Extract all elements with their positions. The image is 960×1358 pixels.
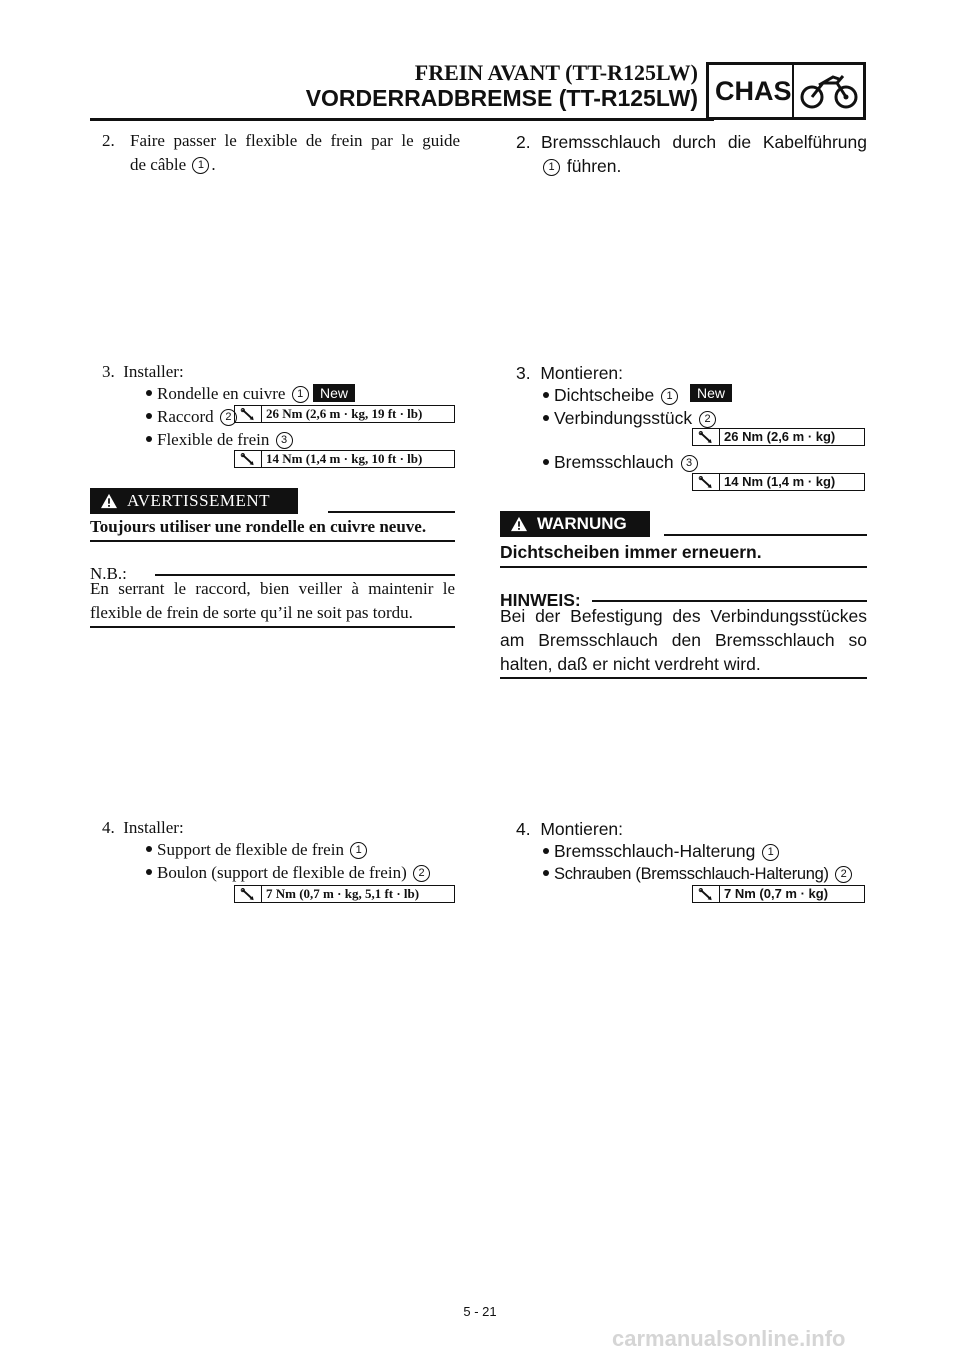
wrench-icon — [693, 474, 720, 490]
fr-step3-heading: 3. Installer: — [102, 362, 184, 381]
de-step2-num: 2. — [516, 132, 531, 152]
bullet — [146, 846, 152, 852]
warning-badge: WARNUNG — [500, 511, 650, 537]
torque-spec: 7 Nm (0,7 m · kg, 5,1 ft · lb) — [234, 885, 455, 903]
fr-item-raccord: Raccord 2 — [146, 405, 239, 429]
callout-2: 2 — [220, 409, 237, 426]
bullet — [543, 870, 549, 876]
de-step2-line2: 1 führen. — [541, 154, 621, 178]
page-number: 5 - 21 — [463, 1304, 497, 1319]
de-note-line3: halten, daß er nicht verdreht wird. — [500, 654, 761, 674]
bullet — [146, 436, 152, 442]
callout-2: 2 — [699, 411, 716, 428]
fr-item-rondelle: Rondelle en cuivre 1 — [146, 382, 311, 406]
callout-3: 3 — [681, 455, 698, 472]
callout-2: 2 — [835, 866, 852, 883]
bullet — [146, 869, 152, 875]
fr-step4-heading: 4. Installer: — [102, 818, 184, 837]
fr-note-label: N.B.: — [90, 564, 127, 583]
de-step3-heading: 3. Montieren: — [516, 363, 624, 383]
rule — [90, 626, 455, 628]
de-warning-text: Dichtscheiben immer erneuern. — [500, 542, 762, 562]
callout-1: 1 — [762, 844, 779, 861]
rule — [592, 600, 867, 602]
de-step2-line1: Bremsschlauch durch die Kabelführung — [541, 132, 867, 152]
torque-spec: 7 Nm (0,7 m · kg) — [692, 885, 865, 903]
warning-icon — [510, 516, 528, 532]
de-item-verbindungsstueck: Verbindungsstück 2 — [543, 406, 718, 430]
section-tab — [706, 62, 866, 120]
callout-3: 3 — [276, 432, 293, 449]
de-item-bremsschlauch: Bremsschlauch 3 — [543, 450, 700, 474]
page-title-de: VORDERRADBREMSE (TT-R125LW) — [305, 85, 698, 111]
rule — [155, 574, 455, 576]
wrench-icon — [693, 886, 720, 902]
torque-spec: 26 Nm (2,6 m · kg) — [692, 428, 865, 446]
rule — [90, 540, 455, 542]
de-note-line1: Bei der Befestigung des Verbindungsstückes — [500, 606, 867, 626]
fr-warning-text: Toujours utiliser une rondelle en cuivre neuve. — [90, 517, 427, 536]
callout-2: 2 — [413, 865, 430, 882]
page-title-fr: FREIN AVANT (TT-R125LW) — [414, 60, 698, 85]
watermark: carmanualsonline.info — [612, 1326, 846, 1351]
bullet — [543, 848, 549, 854]
fr-step2-line2: de câble 1 . — [130, 155, 216, 174]
fr-step2: 2. — [102, 131, 115, 150]
wrench-icon — [235, 886, 262, 902]
callout-1: 1 — [292, 386, 309, 403]
warning-icon — [100, 493, 118, 509]
fr-item-boulon: Boulon (support de flexible de frein) 2 — [146, 861, 432, 885]
bullet — [543, 459, 549, 465]
de-item-dichtscheibe: Dichtscheibe 1 — [543, 383, 680, 407]
rule — [500, 566, 867, 568]
de-item-schrauben: Schrauben (Bremsschlauch-Halterung) 2 — [543, 862, 854, 886]
de-item-halterung: Bremsschlauch-Halterung 1 — [543, 839, 781, 863]
torque-spec: 14 Nm (1,4 m · kg, 10 ft · lb) — [234, 450, 455, 468]
fr-item-support: Support de flexible de frein 1 — [146, 838, 369, 862]
fr-note-line2: flexible de frein de sorte qu’il ne soit pas tordu. — [90, 603, 413, 622]
fr-item-flexible: Flexible de frein 3 — [146, 428, 295, 452]
warning-badge: AVERTISSEMENT — [90, 488, 298, 514]
de-step4-heading: 4. Montieren: — [516, 819, 624, 839]
bullet — [146, 413, 152, 419]
bullet — [146, 390, 152, 396]
fr-step2-line1: Faire passer le flexible de frein par le guide — [130, 131, 460, 150]
motorcycle-icon — [794, 65, 863, 117]
fr-note-line1: En serrant le raccord, bien veiller à maintenir le — [90, 579, 455, 598]
de-note-line2: am Bremsschlauch den Bremsschlauch so — [500, 630, 867, 650]
new-badge: New — [313, 384, 355, 404]
bullet — [543, 392, 549, 398]
callout-1: 1 — [543, 159, 560, 176]
callout-1: 1 — [350, 842, 367, 859]
rule — [328, 511, 455, 513]
wrench-icon — [693, 429, 720, 445]
torque-spec: 26 Nm (2,6 m · kg, 19 ft · lb) — [234, 405, 455, 423]
wrench-icon — [235, 406, 262, 422]
wrench-icon — [235, 451, 262, 467]
callout-1: 1 — [192, 157, 209, 174]
torque-spec: 14 Nm (1,4 m · kg) — [692, 473, 865, 491]
section-label: CHAS — [715, 75, 792, 106]
new-badge: New — [690, 384, 732, 404]
de-note-label: HINWEIS: — [500, 590, 581, 610]
callout-1: 1 — [661, 388, 678, 405]
rule — [664, 534, 867, 536]
header-rule — [90, 118, 714, 121]
bullet — [543, 415, 549, 421]
rule — [500, 677, 867, 679]
